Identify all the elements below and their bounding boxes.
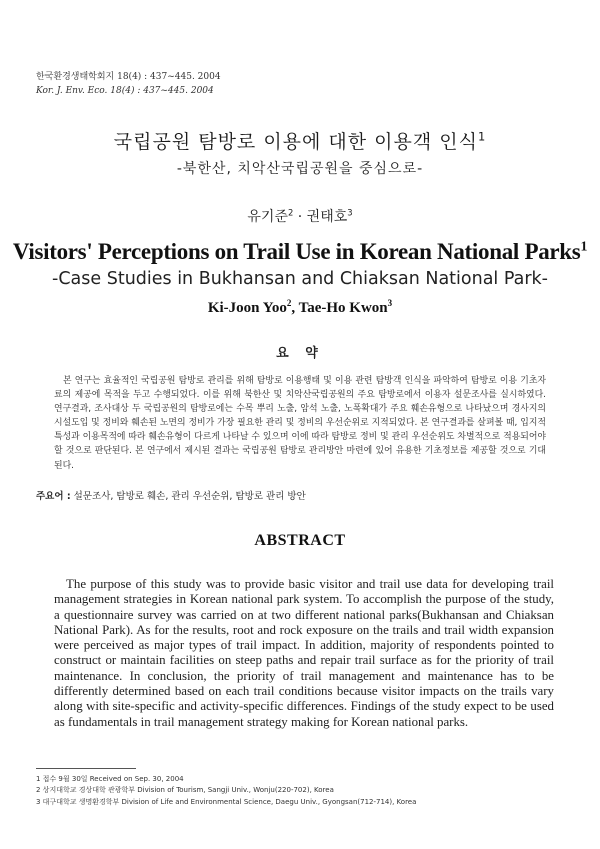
korean-abstract-body: 본 연구는 효율적인 국립공원 탐방로 관리를 위해 탐방로 이용행태 및 이용 관련 탐방객 인식을 파악하여 탐방로 이용 기초자료의 제공에 목적을 두고 수행되었다. 이를 위해 북한산 및 치악산국립공원의 주요 탐방로에서 이용자 설문조사를 실시하였다. 연구결과, 조사대상 두 국립공원의 탐방로에는 수목 뿌리 노출, 암석 노출, 노폭확대가 주요 훼손유형으로 나타났으며 경사지의 시설도입 및 정비와 훼손된 노면의 정비가 가장 필요한 관리 및 정비의 우선순위로 지적되었다. 본 연구결과를 살펴볼 때, 입지적 특성과 이용목적에 따라 훼손유형이 다르게 나타날 수 있으며 이에 따라 탐방로 정비 및 관리 우선순위도 차별적으로 적용되어야할 것으로 판단된다. 본 연구에서 제시된 결과는 국립공원 탐방로 관리방안 마련에 있어 유용한 기초정보를 제공할 것으로 기대된다.: [54, 376, 546, 471]
footnote-1: 1 접수 9월 30일 Received on Sep. 30, 2004: [36, 775, 184, 783]
korean-author-2-mark: 3: [347, 207, 353, 218]
abstract-heading: ABSTRACT: [254, 532, 346, 549]
english-authors: [0, 300, 600, 317]
english-author-1: Ki-Joon Yoo: [207, 300, 287, 316]
journal-citation-korean: 한국환경생태학회지 18(4) : 437~445. 2004: [36, 72, 221, 82]
footnotes: [36, 774, 416, 808]
english-author-2-mark: 3: [387, 298, 393, 308]
english-title: [0, 239, 600, 265]
english-author-1-mark: 2: [286, 298, 292, 308]
keywords-text: 설문조사, 탐방로 훼손, 관리 우선순위, 탐방로 관리 방안: [70, 491, 306, 502]
korean-title-text: 국립공원 탐방로 이용에 대한 이용객 인식: [113, 131, 478, 153]
korean-title: [0, 127, 600, 154]
korean-subtitle: -북한산, 치악산국립공원을 중심으로-: [176, 161, 424, 177]
korean-authors: [0, 206, 600, 226]
english-author-separator: ,: [291, 300, 299, 316]
korean-abstract: [54, 374, 546, 473]
english-subtitle: -Case Studies in Bukhansan and Chiaksan National Park-: [52, 269, 548, 289]
keywords-label: 주요어 :: [36, 491, 71, 502]
korean-author-separator: ·: [293, 209, 307, 225]
korean-author-1-mark: 2: [287, 207, 294, 218]
korean-abstract-heading: 요 약: [276, 346, 324, 361]
journal-citation: [36, 70, 221, 98]
english-abstract: [54, 577, 554, 730]
footnote-3: 3 대구대학교 생명환경학부 Division of Life and Environmental Science, Daegu Univ., Gyongsan(712-714), Korea: [36, 797, 417, 806]
korean-author-2: 권태호: [306, 209, 348, 225]
english-author-2: Tae-Ho Kwon: [298, 300, 388, 316]
korean-author-1: 유기준: [247, 209, 288, 225]
journal-citation-english: Kor. J. Env. Eco. 18(4) : 437~445. 2004: [36, 86, 214, 96]
footnote-2: 2 상지대학교 경상대학 관광학부 Division of Tourism, Sangji Univ., Wonju(220-702), Korea: [36, 786, 334, 795]
english-title-footnote-mark: 1: [580, 238, 588, 254]
korean-title-footnote-mark: 1: [477, 129, 487, 144]
footnote-divider: [36, 768, 136, 769]
english-title-text: Visitors' Perceptions on Trail Use in Korean National Parks: [12, 239, 581, 264]
keywords: [36, 488, 306, 502]
english-abstract-body: The purpose of this study was to provide basic visitor and trail use data for developing trail management strategies in Korean national park system. To accomplish the purpose of the study, a questionnaire survey was carried on at two different national parks(Bukhansan and Chiaksan National Park). As for the results, root and rock exposure on the trails and trail width expansion were perceived as major types of trail impact. In addition, majority of respondents pointed to construct or maintain facilities on steep paths and repair trail surface as for the priority of trail maintenance. In conclusion, the priority of trail management and maintenance has to be differently determined based on each trail conditions because visitor impacts on the trails vary along with site-specific and activity-specific differences. Findings of the study expect to be used as fundamentals in trail management strategy making for Korean national parks.: [54, 577, 554, 729]
